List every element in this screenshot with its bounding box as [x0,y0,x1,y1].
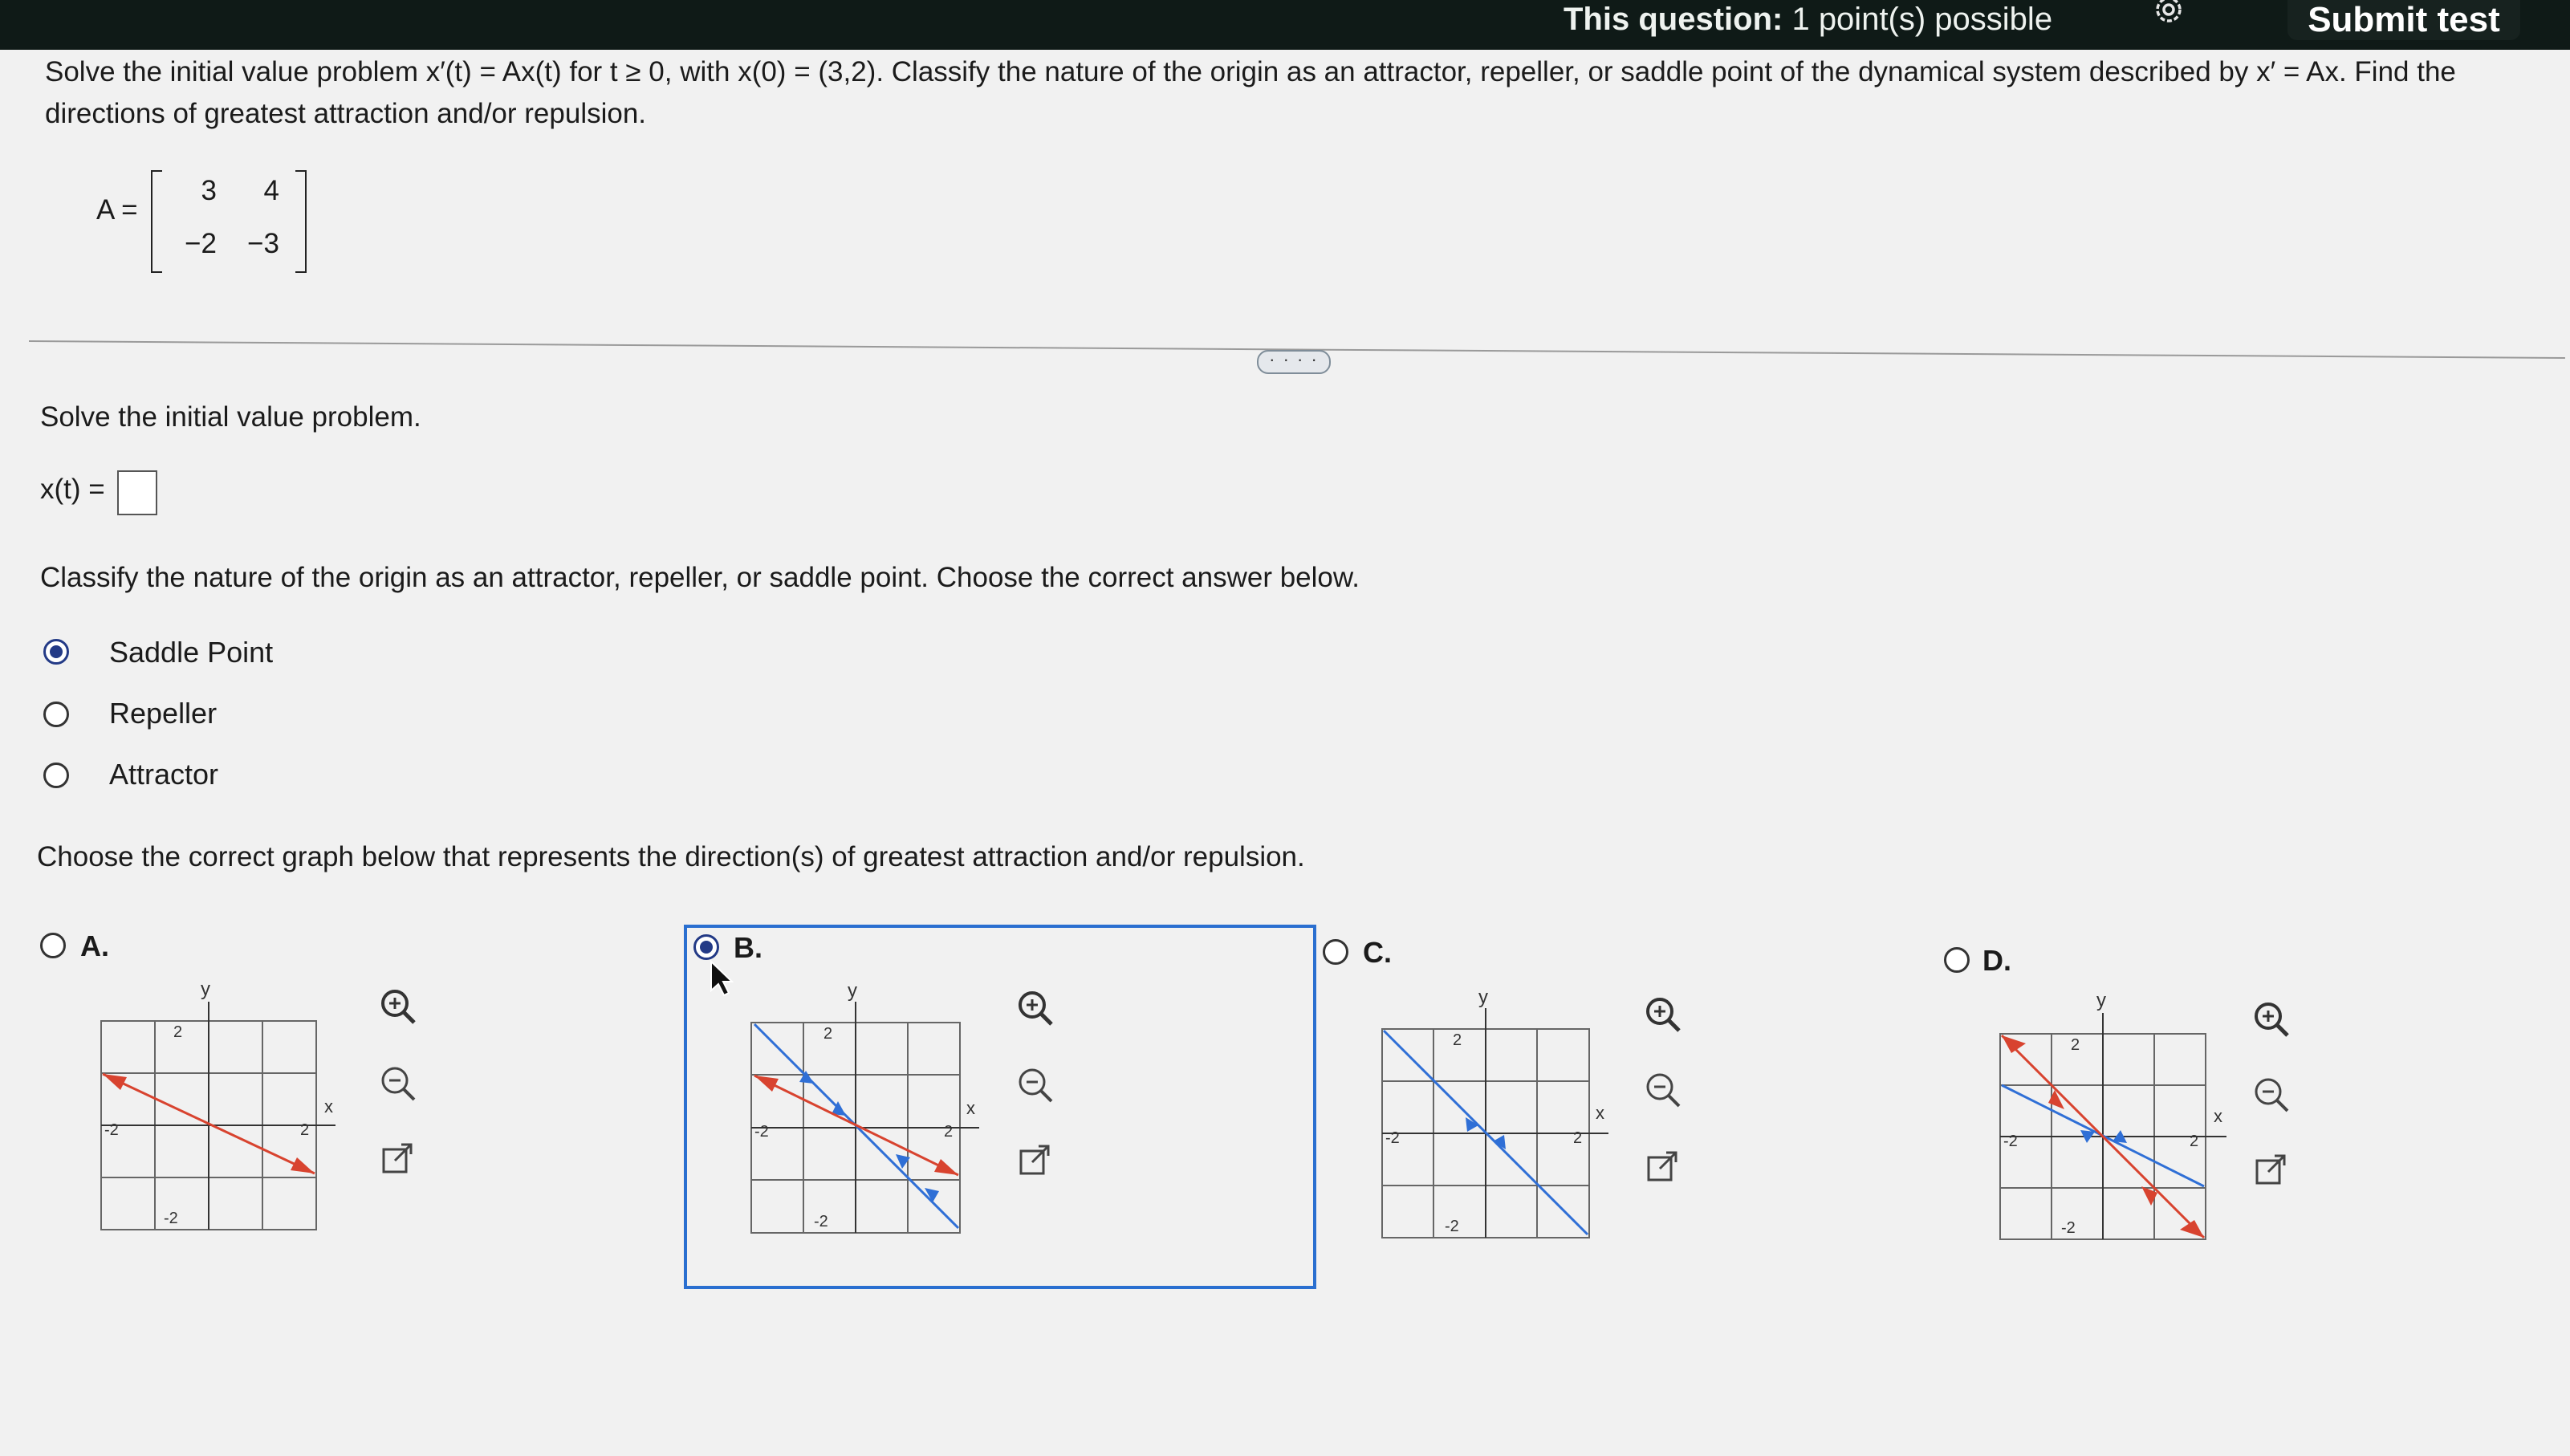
top-bar [0,0,2570,50]
points-text: 1 point(s) possible [1791,2,2053,37]
matrix-label: A = [96,194,138,226]
points-indicator [1564,2,2052,38]
radio-attractor[interactable] [43,763,69,788]
radio-choice-d[interactable] [1944,947,1970,973]
tick-label-y-pos: 2 [823,1025,833,1043]
red-arrow [934,1159,958,1175]
choice-b-label[interactable]: B. [734,931,762,964]
radio-choice-a[interactable] [40,933,66,958]
zoom-out-icon[interactable] [1641,1068,1684,1111]
zoom-in-icon[interactable] [1641,992,1684,1035]
tick-label-y-pos: 2 [1453,1031,1462,1049]
tick-label-y-neg: -2 [814,1213,828,1230]
option-label-attractor[interactable]: Attractor [109,758,219,791]
radio-choice-b[interactable] [693,934,719,960]
red-arrow [2180,1220,2204,1238]
popout-icon[interactable] [376,1138,419,1181]
matrix-right-bracket [295,170,307,273]
points-prefix: This question: [1564,2,1783,37]
graph-b [726,978,982,1251]
x-axis-label: x [966,1098,975,1118]
matrix-cell: −2 [185,228,217,259]
gear-icon[interactable] [2148,0,2190,32]
mouse-cursor-icon [710,960,734,997]
tick-label-x-neg: -2 [104,1121,119,1139]
zoom-in-icon[interactable] [1013,986,1056,1029]
popout-icon[interactable] [2249,1149,2292,1193]
zoom-in-icon[interactable] [376,984,419,1027]
zoom-in-icon[interactable] [2249,997,2292,1040]
choice-c-label[interactable]: C. [1363,936,1392,969]
x-axis-label: x [2214,1106,2222,1126]
popout-icon[interactable] [1641,1146,1684,1190]
submit-test-button[interactable]: Submit test [2287,0,2520,40]
graph-a [80,978,337,1251]
matrix-cell: 4 [263,175,279,206]
tick-label-y-pos: 2 [2071,1036,2080,1054]
x-axis-label: x [324,1096,333,1116]
x-axis-label: x [1596,1103,1604,1123]
popout-icon[interactable] [1013,1140,1056,1183]
tick-label-x-neg: -2 [754,1123,769,1141]
tick-label-x-pos: 2 [300,1121,310,1139]
y-axis-label: y [848,980,857,1002]
tick-label-x-pos: 2 [1573,1129,1583,1147]
y-axis-label: y [201,978,210,1000]
red-arrow [754,1076,779,1092]
y-axis-label: y [2096,990,2106,1011]
graph-c [1358,984,1615,1257]
matrix-cell: −3 [247,228,279,259]
y-axis-label: y [1478,986,1488,1008]
tick-label-y-pos: 2 [173,1023,183,1041]
radio-repeller[interactable] [43,702,69,727]
zoom-out-icon[interactable] [376,1061,419,1104]
matrix-cell: 3 [201,175,217,206]
tick-label-x-neg: -2 [2003,1133,2018,1150]
matrix-left-bracket [151,170,162,273]
zoom-out-icon[interactable] [1013,1063,1056,1106]
choice-d-label[interactable]: D. [1982,944,2011,977]
red-arrow [2002,1035,2026,1053]
part3-instruction: Choose the correct graph below that represents the direction(s) of greatest attraction and/or repulsion. [37,841,1305,872]
tick-label-y-neg: -2 [1445,1218,1459,1235]
red-arrow [291,1157,315,1173]
tick-label-y-neg: -2 [2061,1219,2076,1237]
red-arrow [103,1074,127,1090]
part2-instruction: Classify the nature of the origin as an attractor, repeller, or saddle point. Choose the correct answer below. [40,562,1360,593]
zoom-out-icon[interactable] [2249,1072,2292,1116]
matrix-a [96,165,321,278]
radio-saddle-point[interactable] [43,639,69,665]
problem-statement: Solve the initial value problem x′(t) = Ax(t) for t ≥ 0, with x(0) = (3,2). Classify the nature of the origin as an attractor, repeller, or saddle point of the dynamical system described by x′ = Ax. Find the directions of greatest attraction and/or repulsion. [45,56,2456,129]
option-label-saddle-point[interactable]: Saddle Point [109,636,274,669]
radio-choice-c[interactable] [1323,939,1348,965]
answer-input-box[interactable] [117,470,157,515]
expand-more-button[interactable]: · · · · [1257,350,1331,374]
tick-label-x-neg: -2 [1385,1129,1400,1147]
part1-instruction: Solve the initial value problem. [40,401,421,433]
option-label-repeller[interactable]: Repeller [109,697,218,730]
choice-a-label[interactable]: A. [80,929,109,962]
answer-label: x(t) = [40,474,105,505]
tick-label-y-neg: -2 [164,1210,178,1227]
graph-d [1974,989,2231,1262]
tick-label-x-pos: 2 [944,1123,954,1141]
tick-label-x-pos: 2 [2190,1133,2199,1150]
